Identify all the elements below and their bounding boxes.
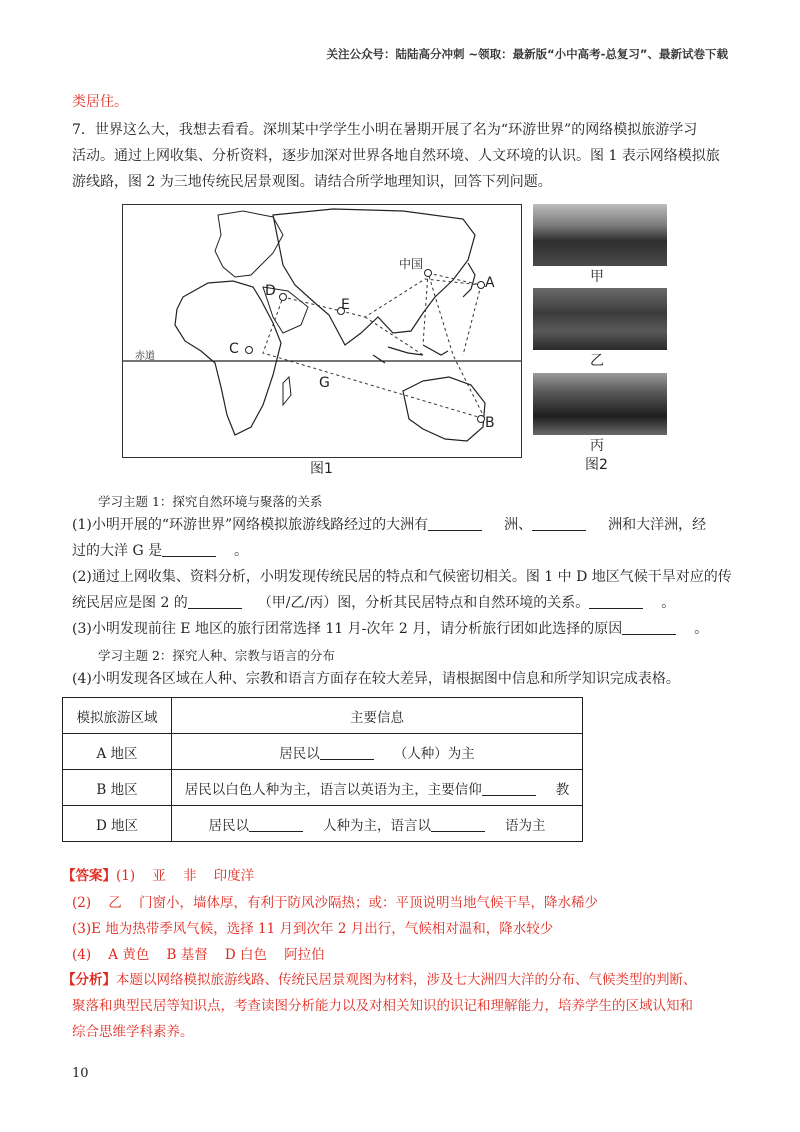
analysis-line-2: 聚落和典型民居等知识点，考查读图分析能力以及对相关知识的识记和理解能力，培养学生的区域认知和 — [72, 998, 693, 1014]
world-map-drawing — [123, 205, 521, 457]
answer-line-1: 【答案】(1) 亚 非 印度洋 — [62, 868, 255, 884]
analysis-line-3: 综合思维学科素养。 — [72, 1024, 194, 1040]
q1-blank-2[interactable] — [532, 516, 586, 531]
previous-answer-tail: 类居住。 — [72, 94, 128, 110]
point-d-label: D — [265, 283, 276, 299]
table-header-info: 主要信息 — [172, 698, 583, 734]
q2-line-1: (2)通过上网收集、资料分析，小明发现传统民居的特点和气候密切相关。图 1 中 D 地区气候干旱对应的传 — [72, 569, 732, 585]
analysis-label: 【分析】 — [62, 972, 116, 988]
table-region-cell: A 地区 — [63, 734, 172, 770]
info-table — [62, 697, 583, 842]
q2-blank-1[interactable] — [188, 594, 242, 609]
answer-line-2: (2) 乙 门窗小，墙体厚，有利于防风沙隔热；或：平顶说明当地气候干旱，降水稀少 — [72, 895, 598, 911]
page-header: 关注公众号：陆陆高分冲刺 ~领取：最新版“小中高考-总复习”、最新试卷下载 — [326, 47, 728, 61]
page-number: 10 — [72, 1066, 89, 1081]
table-blank[interactable] — [249, 817, 303, 832]
point-a-label: A — [485, 275, 495, 291]
table-row — [63, 734, 583, 770]
table-region-cell: D 地区 — [63, 806, 172, 842]
table-blank[interactable] — [482, 781, 536, 796]
table-info-cell: 居民以白色人种为主，语言以英语为主，主要信仰 教 — [172, 770, 583, 806]
q1-blank-3[interactable] — [162, 542, 216, 557]
answer-line-3: (3)E 地为热带季风气候，选择 11 月到次年 2 月出行，气候相对温和，降水较少 — [72, 921, 554, 937]
table-info-cell: 居民以 （人种）为主 — [172, 734, 583, 770]
q3-line: (3)小明发现前往 E 地区的旅行团常选择 11 月-次年 2 月，请分析旅行团如此选择的原因 。 — [72, 621, 709, 637]
table-region-cell: B 地区 — [63, 770, 172, 806]
table-row — [63, 806, 583, 842]
q2-blank-2[interactable] — [589, 594, 643, 609]
figure1-caption: 图1 — [310, 461, 333, 477]
china-label: 中国 — [399, 257, 424, 271]
table-header-region: 模拟旅游区域 — [63, 698, 172, 734]
q3-blank[interactable] — [622, 620, 676, 635]
table-blank[interactable] — [431, 817, 485, 832]
topic-2: 学习主题 2：探究人种、宗教与语言的分布 — [98, 648, 335, 663]
photo-yi-label: 乙 — [590, 353, 604, 369]
question-line-1: 7．世界这么大，我想去看看。深圳某中学学生小明在暑期开展了名为“环游世界”的网络模拟旅游学习 — [72, 122, 698, 138]
table-blank[interactable] — [320, 745, 374, 760]
photo-bing-label: 丙 — [590, 438, 604, 454]
q4-line: (4)小明发现各区域在人种、宗教和语言方面存在较大差异，请根据图中信息和所学知识完成表格。 — [72, 671, 680, 687]
figure2-caption: 图2 — [585, 457, 608, 473]
point-b-label: B — [485, 415, 495, 431]
table-header-row — [63, 698, 583, 734]
q1-line-2: 过的大洋 G 是 。 — [72, 543, 249, 559]
point-e-label: E — [341, 297, 350, 313]
answer-line-4: (4) A 黄色 B 基督 D 白色 阿拉伯 — [72, 947, 325, 963]
photo-jia-label: 甲 — [590, 269, 604, 285]
table-info-cell: 居民以 人种为主，语言以 语为主 — [172, 806, 583, 842]
table-row — [63, 770, 583, 806]
topic-1: 学习主题 1：探究自然环境与聚落的关系 — [98, 494, 323, 509]
equator-label: 赤道 — [135, 351, 155, 362]
photo-yi — [533, 288, 667, 350]
question-line-3: 游线路，图 2 为三地传统民居景观图。请结合所学地理知识，回答下列问题。 — [72, 174, 552, 190]
point-c-label: C — [229, 341, 239, 357]
q2-line-2: 统民居应是图 2 的 （甲/乙/丙）图，分析其民居特点和自然环境的关系。 。 — [72, 595, 676, 611]
q1-blank-1[interactable] — [428, 516, 482, 531]
route-map — [122, 204, 522, 458]
photo-jia — [533, 204, 667, 266]
analysis-line-1: 【分析】本题以网络模拟旅游线路、传统民居景观图为材料，涉及七大洲四大洋的分布、气候类型的判断、 — [62, 972, 697, 988]
answer-label: 【答案】 — [62, 868, 116, 884]
point-g-label: G — [319, 375, 330, 391]
question-line-2: 活动。通过上网收集、分析资料，逐步加深对世界各地自然环境、人文环境的认识。图 1 表示网络模拟旅 — [72, 148, 720, 164]
photo-bing — [533, 373, 667, 435]
q1-line-1: (1)小明开展的“环游世界”网络模拟旅游线路经过的大洲有 洲、 洲和大洋洲，经 — [72, 517, 707, 533]
